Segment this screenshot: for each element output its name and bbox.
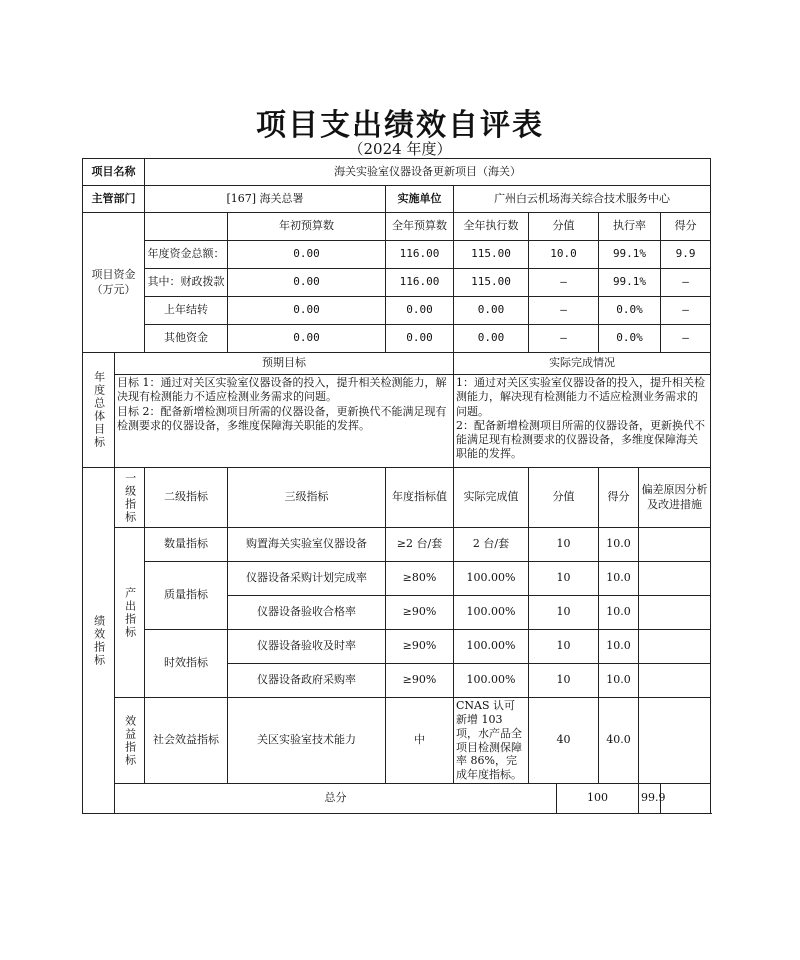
perf-target: 中	[386, 698, 454, 784]
perf-level3: 仪器设备验收合格率	[228, 596, 386, 630]
self-evaluation-table	[82, 158, 711, 814]
perf-label: 绩效指标	[83, 468, 115, 814]
perf-score: 10.0	[599, 596, 639, 630]
perf-analysis	[639, 698, 711, 784]
unit-label: 实施单位	[386, 186, 454, 213]
funds-cell: 0.00	[228, 269, 386, 297]
goals-label: 年度总体目标	[83, 353, 115, 468]
perf-target: ≥80%	[386, 562, 454, 596]
benefit-indicator-label: 效益指标	[115, 698, 145, 784]
perf-target: ≥90%	[386, 596, 454, 630]
project-name-value: 海关实验室仪器设备更新项目（海关）	[145, 159, 711, 186]
total-value: 100	[557, 784, 639, 814]
funds-cell: 0.00	[386, 297, 454, 325]
funds-header-score-value: 分值	[529, 213, 599, 241]
funds-cell: 9.9	[661, 241, 711, 269]
perf-score: 10.0	[599, 630, 639, 664]
year-subtitle: （2024 年度）	[348, 140, 452, 158]
funds-cell: 10.0	[529, 241, 599, 269]
expected-goal-label: 预期目标	[115, 353, 454, 375]
funds-cell: 0.00	[386, 325, 454, 353]
perf-target: ≥90%	[386, 630, 454, 664]
perf-score: 10.0	[599, 664, 639, 698]
unit-value: 广州白云机场海关综合技术服务中心	[454, 186, 711, 213]
perf-value: 10	[529, 664, 599, 698]
funds-cell: —	[661, 325, 711, 353]
funds-row-name: 其中：财政拨款	[145, 269, 228, 297]
perf-analysis	[639, 562, 711, 596]
perf-header-level1: 一级指标	[115, 468, 145, 528]
perf-header-target: 年度指标值	[386, 468, 454, 528]
expected-goal-text: 目标 1：通过对关区实验室仪器设备的投入，提升相关检测能力，解决现有检测能力不适应检测业务需求的问题。 目标 2：配备新增检测项目所需的仪器设备，更新换代不能满足现有检测要求的仪器设备，多维度保障海关职能的发挥。	[115, 375, 454, 468]
perf-score: 10.0	[599, 528, 639, 562]
perf-analysis	[639, 630, 711, 664]
perf-value: 40	[529, 698, 599, 784]
perf-actual: CNAS 认可新增 103 项，水产品全项目检测保障率 86%，完成年度指标。	[454, 698, 529, 784]
perf-target: ≥90%	[386, 664, 454, 698]
funds-cell: 115.00	[454, 269, 529, 297]
perf-actual: 100.00%	[454, 664, 529, 698]
dept-value: [167] 海关总署	[145, 186, 386, 213]
social-indicator-label: 社会效益指标	[145, 698, 228, 784]
perf-level3: 关区实验室技术能力	[228, 698, 386, 784]
perf-value: 10	[529, 596, 599, 630]
actual-result-label: 实际完成情况	[454, 353, 711, 375]
funds-cell: 116.00	[386, 241, 454, 269]
funds-cell: —	[529, 325, 599, 353]
funds-cell: 0.00	[228, 297, 386, 325]
total-analysis	[661, 784, 711, 814]
perf-value: 10	[529, 528, 599, 562]
funds-row-name: 其他资金	[145, 325, 228, 353]
perf-value: 10	[529, 630, 599, 664]
perf-level3: 仪器设备验收及时率	[228, 630, 386, 664]
perf-actual: 100.00%	[454, 596, 529, 630]
dept-label: 主管部门	[83, 186, 145, 213]
funds-cell: —	[529, 297, 599, 325]
perf-level3: 仪器设备采购计划完成率	[228, 562, 386, 596]
actual-result-text: 1：通过对关区实验室仪器设备的投入，提升相关检测能力，解决现有检测能力不适应检测业务需求的问题。 2：配备新增检测项目所需的仪器设备，更新换代不能满足现有检测要求的仪器设备，多维度保障海关职能的发挥。	[454, 375, 711, 468]
funds-cell: 116.00	[386, 269, 454, 297]
quality-indicator-label: 质量指标	[145, 562, 228, 630]
funds-cell: 0.0%	[599, 297, 661, 325]
funds-header-budget-year: 全年预算数	[386, 213, 454, 241]
total-score: 99.9	[639, 784, 661, 814]
perf-header-score: 得分	[599, 468, 639, 528]
output-indicator-label: 产出指标	[115, 528, 145, 698]
funds-cell: 0.0%	[599, 325, 661, 353]
funds-cell: 99.1%	[599, 241, 661, 269]
perf-header-value: 分值	[529, 468, 599, 528]
page-title: 项目支出绩效自评表	[256, 108, 544, 143]
perf-analysis	[639, 664, 711, 698]
funds-cell: 115.00	[454, 241, 529, 269]
perf-level3: 仪器设备政府采购率	[228, 664, 386, 698]
perf-actual: 2 台/套	[454, 528, 529, 562]
funds-cell: 99.1%	[599, 269, 661, 297]
project-name-label: 项目名称	[83, 159, 145, 186]
funds-cell: 0.00	[228, 241, 386, 269]
perf-actual: 100.00%	[454, 562, 529, 596]
funds-header-score: 得分	[661, 213, 711, 241]
perf-target: ≥2 台/套	[386, 528, 454, 562]
perf-header-analysis: 偏差原因分析及改进措施	[639, 468, 711, 528]
perf-analysis	[639, 596, 711, 630]
perf-header-actual: 实际完成值	[454, 468, 529, 528]
perf-value: 10	[529, 562, 599, 596]
funds-cell: —	[529, 269, 599, 297]
funds-row-name: 年度资金总额：	[145, 241, 228, 269]
perf-header-level2: 二级指标	[145, 468, 228, 528]
funds-row-name: 上年结转	[145, 297, 228, 325]
funds-cell: —	[661, 269, 711, 297]
funds-header-executed: 全年执行数	[454, 213, 529, 241]
perf-analysis	[639, 528, 711, 562]
funds-cell: —	[661, 297, 711, 325]
qty-indicator-label: 数量指标	[145, 528, 228, 562]
funds-label: 项目资金（万元）	[83, 213, 145, 353]
perf-score: 40.0	[599, 698, 639, 784]
total-label: 总分	[115, 784, 557, 814]
perf-level3: 购置海关实验室仪器设备	[228, 528, 386, 562]
funds-cell: 0.00	[454, 325, 529, 353]
funds-cell: 0.00	[228, 325, 386, 353]
funds-header-rate: 执行率	[599, 213, 661, 241]
perf-header-level3: 三级指标	[228, 468, 386, 528]
funds-header-budget-start: 年初预算数	[228, 213, 386, 241]
time-indicator-label: 时效指标	[145, 630, 228, 698]
perf-actual: 100.00%	[454, 630, 529, 664]
perf-score: 10.0	[599, 562, 639, 596]
funds-cell: 0.00	[454, 297, 529, 325]
